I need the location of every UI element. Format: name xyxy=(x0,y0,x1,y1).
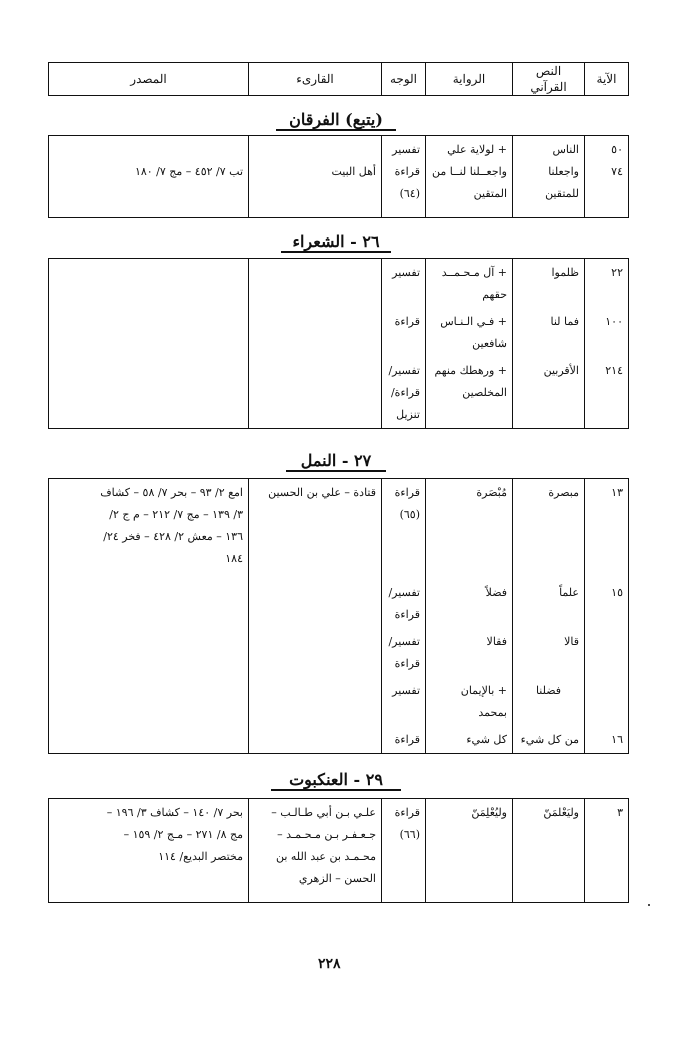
cell-riwaya: فضلاً xyxy=(426,579,513,628)
cell-qari xyxy=(249,259,382,429)
cell-riwaya: + ورهطك منهم المخلصين xyxy=(426,357,513,429)
table-row xyxy=(49,136,629,218)
cell-ayah: ٥٠ ٧٤ xyxy=(585,136,629,218)
cell-wajh: قراءة (٦٦) xyxy=(382,799,426,903)
cell-ayah xyxy=(585,628,629,677)
table-row xyxy=(49,259,629,309)
cell-riwaya: + لولاية علي واجعــلنا لنــا من المتقين xyxy=(426,136,513,218)
cell-masdar xyxy=(49,259,249,429)
cell-riwaya: فقالا xyxy=(426,628,513,677)
table-shuara xyxy=(48,258,629,429)
table-naml xyxy=(48,478,629,754)
page-number: ٢٢٨ xyxy=(318,956,341,972)
table-row xyxy=(49,479,629,579)
cell-wajh: تفسير قراءة (٦٤) xyxy=(382,136,426,218)
cell-ayah: ١٥ xyxy=(585,579,629,628)
cell-qari: علـي بـن أبي طـالـب – جـعـفـر بـن مـحـمـد – محـمـد بن عبد الله بن الحسن – الزهري xyxy=(249,799,382,903)
cell-ayah: ١٠٠ xyxy=(585,308,629,357)
cell-wajh: تفسير/ قراءة/ تنزيل xyxy=(382,357,426,429)
header-table xyxy=(48,62,629,96)
cell-quran-text: مبصرة xyxy=(513,479,585,579)
header-ayah: الآية xyxy=(585,63,629,96)
cell-quran-text: وليَعْلمَنّ xyxy=(513,799,585,903)
header-qari: القارىء xyxy=(249,63,382,96)
cell-masdar: امع ٢/ ٩٣ – بحر ٧/ ٥٨ – كشاف ٣/ ١٣٩ – مج ٧/ ٢١٢ – م ج ٢/ ١٣٦ – معش ٢/ ٤٢٨ – فخر ٢٤/ ١٨٤ xyxy=(49,479,249,754)
cell-quran-text: الأقربين xyxy=(513,357,585,429)
cell-masdar: بحر ٧/ ١٤٠ – كشاف ٣/ ١٩٦ – مج ٨/ ٢٧١ – مـج ٢/ ١٥٩ – مختصر البديع/ ١١٤ xyxy=(49,799,249,903)
table-row xyxy=(49,799,629,903)
header-wajh: الوجه xyxy=(382,63,426,96)
cell-riwaya: كل شيء xyxy=(426,726,513,754)
cell-wajh: قراءة (٦٥) xyxy=(382,479,426,579)
cell-riwaya: مُبْصَرة xyxy=(426,479,513,579)
cell-riwaya: + فـي الـنـاس شافعين xyxy=(426,308,513,357)
cell-quran-text: علماً xyxy=(513,579,585,628)
cell-ayah: ١٣ xyxy=(585,479,629,579)
cell-wajh: قراءة xyxy=(382,308,426,357)
header-masdar: المصدر xyxy=(49,63,249,96)
cell-ayah xyxy=(585,677,629,726)
cell-wajh: تفسير xyxy=(382,259,426,309)
cell-riwaya: + بالإيمان بمحمد xyxy=(426,677,513,726)
cell-quran-text: الناس واجعلنا للمتقين xyxy=(513,136,585,218)
stray-dot xyxy=(648,904,650,906)
cell-ayah: ١٦ xyxy=(585,726,629,754)
cell-quran-text: فضلنا xyxy=(513,677,585,726)
cell-ayah: ٣ xyxy=(585,799,629,903)
cell-riwaya: + آل مـحـمــد حقهم xyxy=(426,259,513,309)
table-ankabut xyxy=(48,798,629,903)
cell-ayah: ٢١٤ xyxy=(585,357,629,429)
cell-wajh: تفسير/ قراءة xyxy=(382,628,426,677)
header-riwaya: الرواية xyxy=(426,63,513,96)
cell-quran-text: ظلموا xyxy=(513,259,585,309)
cell-qari: قتادة – علي بن الحسين xyxy=(249,479,382,754)
cell-wajh: قراءة xyxy=(382,726,426,754)
cell-quran-text: فما لنا xyxy=(513,308,585,357)
cell-wajh: تفسير xyxy=(382,677,426,726)
cell-masdar: تب ٧/ ٤٥٢ – مج ٧/ ١٨٠ xyxy=(49,136,249,218)
cell-wajh: تفسير/ قراءة xyxy=(382,579,426,628)
section-title-ankabut: ٢٩ - العنكبوت xyxy=(236,770,436,791)
table-furqan xyxy=(48,135,629,218)
cell-ayah: ٢٢ xyxy=(585,259,629,309)
header-quran-text: النص القرآني xyxy=(513,63,585,96)
cell-qari: أهل البيت xyxy=(249,136,382,218)
cell-quran-text: من كل شيء xyxy=(513,726,585,754)
section-title-furqan: (يتبع) الفرقان xyxy=(236,110,436,131)
cell-riwaya: وليُعْلِمَنّ xyxy=(426,799,513,903)
section-title-shuara: ٢٦ - الشعراء xyxy=(236,232,436,253)
cell-quran-text: قالا xyxy=(513,628,585,677)
section-title-naml: ٢٧ - النمل xyxy=(236,451,436,472)
